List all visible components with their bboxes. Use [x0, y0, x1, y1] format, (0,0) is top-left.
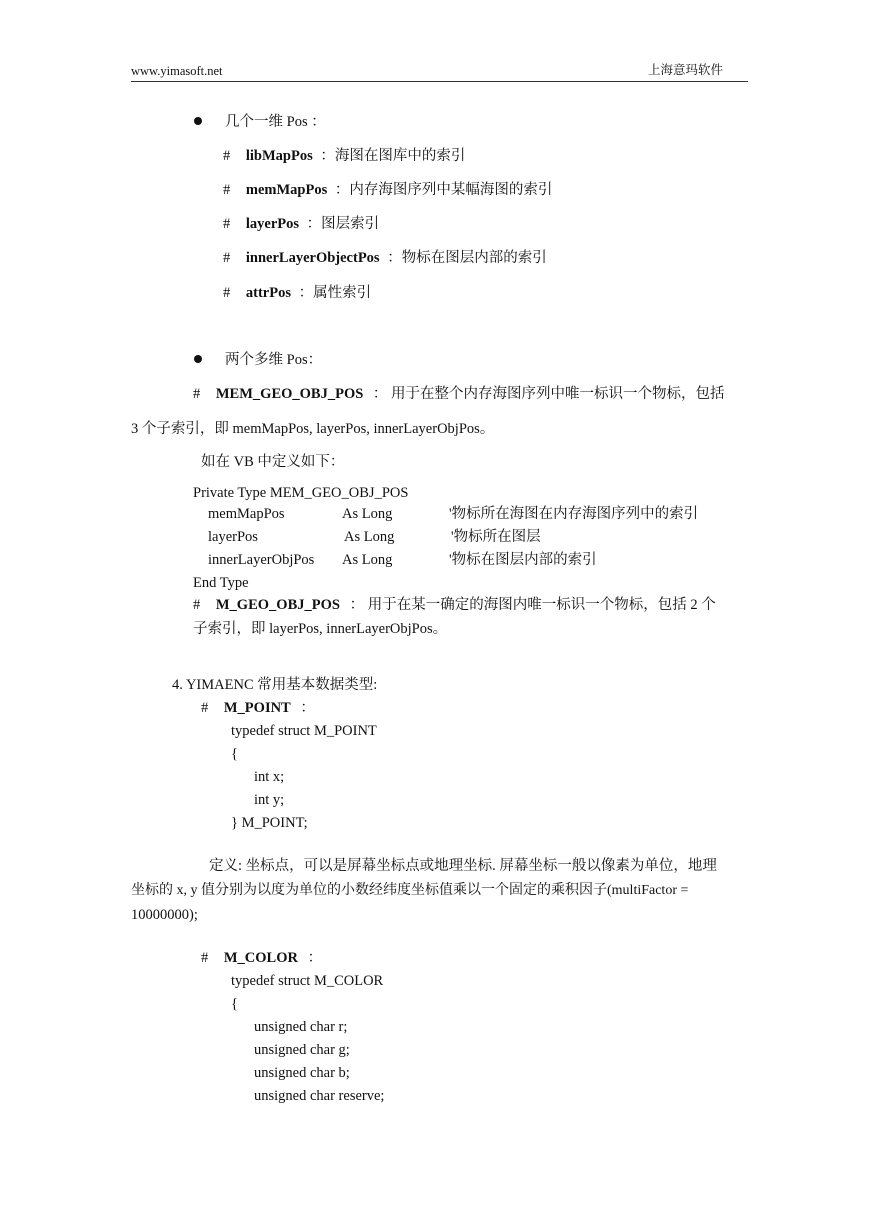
- vb-intro: 如在 VB 中定义如下：: [201, 454, 345, 470]
- bullet-dot-icon: [194, 117, 202, 125]
- item-desc: ：物标在图层内部的索引: [387, 250, 547, 266]
- mgeo-continuation: 子索引，即 layerPos, innerLayerObjPos。: [193, 621, 448, 637]
- item-desc: ：图层索引: [306, 216, 380, 232]
- mpoint-definition-line2: 坐标的 x, y 值分别为以度为单位的小数经纬度坐标值乘以一个固定的乘积因子(multiFactor =: [131, 883, 689, 898]
- item-name: libMapPos: [245, 148, 313, 164]
- code-line: unsigned char r;: [254, 1019, 348, 1035]
- hash-mark: #: [193, 386, 201, 402]
- code-line: int y;: [254, 792, 285, 808]
- item-name: innerLayerObjectPos: [245, 250, 380, 266]
- vb-field-type: As Long: [342, 506, 393, 522]
- hash-mark: #: [223, 250, 231, 266]
- code-line: unsigned char reserve;: [254, 1088, 385, 1104]
- section1-heading: 几个一维 Pos ：: [225, 114, 326, 130]
- item-name: memMapPos: [245, 182, 328, 198]
- mcolor-heading: [201, 951, 322, 966]
- mpoint-definition-line1: 定义: 坐标点，可以是屏幕坐标点或地理坐标. 屏幕坐标一般以像素为单位，地理: [209, 858, 717, 874]
- list-item: [223, 251, 547, 266]
- list-item: [223, 149, 465, 164]
- hash-mark: #: [223, 285, 231, 301]
- mpoint-name: M_POINT: [223, 700, 291, 716]
- mpoint-colon: ：: [300, 700, 315, 716]
- memgeo-line: [193, 387, 725, 402]
- item-desc: ：属性索引: [298, 285, 372, 301]
- section4-heading: 4. YIMAENC 常用基本数据类型:: [172, 677, 378, 693]
- vb-field-type: As Long: [344, 529, 395, 545]
- hash-mark: #: [223, 182, 231, 198]
- vb-field-comment: '物标在图层内部的索引: [449, 552, 597, 568]
- vb-type-end: End Type: [193, 575, 249, 591]
- mgeo-line: [193, 598, 716, 613]
- code-line: unsigned char b;: [254, 1065, 350, 1081]
- hash-mark: #: [223, 216, 231, 232]
- hash-mark: #: [201, 950, 209, 966]
- item-name: layerPos: [245, 216, 300, 232]
- hash-mark: #: [201, 700, 209, 716]
- section2-heading: 两个多维 Pos：: [225, 352, 323, 368]
- mpoint-definition-line3: 10000000);: [131, 907, 198, 923]
- mcolor-colon: ：: [307, 950, 323, 966]
- code-line: {: [231, 996, 238, 1012]
- header-rule: [131, 81, 748, 82]
- vb-field-comment: '物标所在图层: [451, 529, 541, 545]
- item-name: attrPos: [245, 285, 291, 301]
- item-desc: ：内存海图序列中某幅海图的索引: [334, 182, 553, 198]
- mcolor-name: M_COLOR: [223, 950, 298, 966]
- vb-field-name: innerLayerObjPos: [208, 552, 315, 568]
- memgeo-name: MEM_GEO_OBJ_POS: [215, 386, 364, 402]
- list-item: [223, 183, 552, 198]
- vb-field-name: memMapPos: [208, 506, 285, 522]
- vb-type-head: Private Type MEM_GEO_OBJ_POS: [193, 485, 409, 501]
- memgeo-continuation: 3 个子索引，即 memMapPos, layerPos, innerLayerObjPos。: [131, 421, 495, 437]
- bullet-dot-icon: [194, 355, 202, 363]
- vb-field-type: As Long: [342, 552, 393, 568]
- hash-mark: #: [223, 148, 231, 164]
- header-left-url: www.yimasoft.net: [131, 64, 223, 78]
- code-line: typedef struct M_COLOR: [231, 973, 384, 989]
- code-line: typedef struct M_POINT: [231, 723, 377, 739]
- code-line: int x;: [254, 769, 285, 785]
- vb-field-name: layerPos: [208, 529, 258, 545]
- memgeo-desc: ： 用于在整个内存海图序列中唯一标识一个物标，包括: [372, 386, 725, 402]
- vb-field-comment: '物标所在海图在内存海图序列中的索引: [449, 506, 699, 522]
- hash-mark: #: [193, 597, 201, 613]
- code-line: {: [231, 746, 238, 762]
- list-item: [223, 217, 379, 232]
- list-item: [223, 286, 371, 301]
- code-line: unsigned char g;: [254, 1042, 350, 1058]
- header-right-company: 上海意玛软件: [648, 63, 724, 77]
- code-line: } M_POINT;: [231, 815, 308, 831]
- mgeo-desc: ： 用于在某一确定的海图内唯一标识一个物标，包括 2 个: [349, 597, 716, 613]
- item-desc: ：海图在图库中的索引: [320, 148, 466, 164]
- mgeo-name: M_GEO_OBJ_POS: [215, 597, 340, 613]
- mpoint-heading: [201, 701, 315, 716]
